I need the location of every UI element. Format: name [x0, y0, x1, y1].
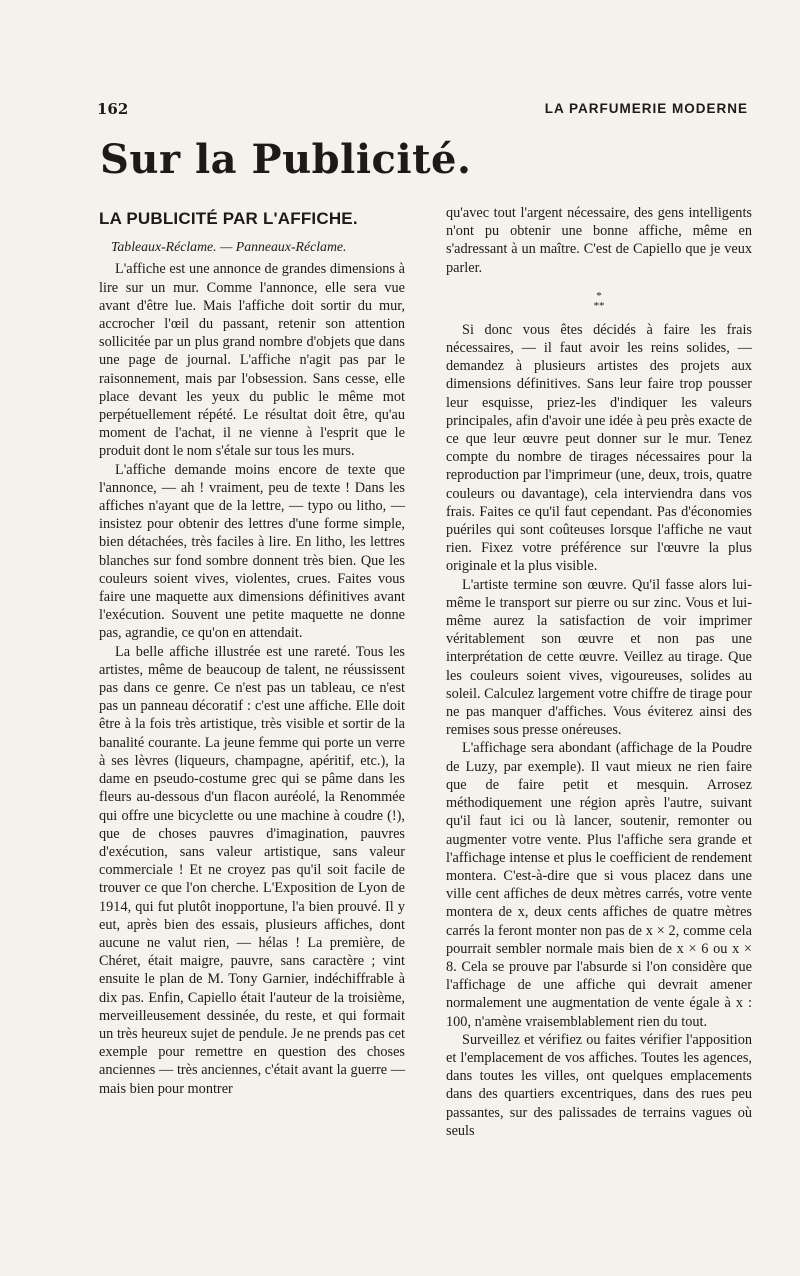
- right-column: [446, 204, 752, 1140]
- paragraph: Si donc vous êtes décidés à faire les frais nécessaires, — il faut avoir les reins solides, — demandez à plusieurs artistes des projets aux dimensions définitives. Sans leur faire trop pousser leur esquisse, priez-les d'indiquer les valeurs principales, afin d'avoir une idée à peu près exacte de ce que leur œuvre peut donner sur le mur. Tenez compte du nombre de tirages nécessaires pour la reproduction par l'imprimeur (une, deux, trois, quatre couleurs ou davantage), cela interviendra dans vos frais. Faites ce qu'il faut cependant. Pas d'économies puériles qui sont coûteuses lorsque l'affiche ne vaut rien. Fixez votre préférence sur l'œuvre la plus originale et la plus visible.: [446, 321, 752, 575]
- paragraph: L'affiche demande moins encore de texte que l'annonce, — ah ! vraiment, peu de texte ! Dans les affiches n'ayant que de la lettre, — typo ou litho, — insistez pour obtenir des lettres d'une forme simple, bien détachées, très faciles à lire. En litho, les lettres blanches sur fond sombre donnent très bien. Que les couleurs soient vives, violentes, crues. Faites vous faire une maquette aux dimensions définitives avant l'exécution. Souvent une petite maquette ne donne pas, agrandie, ce qu'on en attendait.: [99, 461, 405, 642]
- asterism-separator: [446, 291, 752, 311]
- left-column: [99, 204, 405, 1098]
- paragraph: qu'avec tout l'argent nécessaire, des gens intelligents n'ont pu obtenir une bonne affiche, même en s'adressant à un maître. C'est de Capiello que je veux parler.: [446, 205, 752, 276]
- paragraph: L'artiste termine son œuvre. Qu'il fasse alors lui-même le transport sur pierre ou sur zinc. Vous et lui-même aurez la satisfaction de voir imprimer véritablement son œuvre et non pas une interprétation de cette œuvre. Veillez au tirage. Que les couleurs soient vives, vigoureuses, solides au soleil. Calculez largement votre chiffre de tirage pour ne pas manquer d'affiches. Vous éviterez ainsi des remises sous presse onéreuses.: [446, 576, 752, 739]
- asterism-top: *: [596, 289, 602, 302]
- section-subtitle: Tableaux-Réclame. — Panneaux-Réclame.: [111, 239, 347, 255]
- asterism-bottom: **: [593, 299, 605, 312]
- paragraph: Surveillez et vérifiez ou faites vérifier l'apposition et l'emplacement de vos affiches. Toutes les agences, dans toutes les villes, ont quelques emplacements dans des quartiers excentriques, dans des rues peu passantes, sur des palissades de terrains vagues où seuls: [446, 1031, 752, 1139]
- section-heading: LA PUBLICITÉ PAR L'AFFICHE.: [99, 209, 358, 228]
- paragraph: La belle affiche illustrée est une rareté. Tous les artistes, même de beaucoup de talent, ne réussissent pas dans ce genre. Ce n'est pas un tableau, ce n'est pas un panneau décoratif : c'est une affiche. Elle doit être à la fois très artistique, très visible et sortir de la banalité courante. La jeune femme qui porte un verre à ses lèvres (liqueurs, champagne, apéritif, etc.), la dame en pseudo-costume grec qui se pâme dans les fleurs au-dessous d'un flacon auréolé, la Renommée qui offre une bicyclette ou une machine à coudre (!), que de choses pauvres d'imagination, pauvres d'exécution, sans valeur artistique, sans valeur commerciale ! Et ne croyez pas qu'il soit facile de trouver ce que l'on cherche. L'Exposition de Lyon de 1914, qui fut plutôt inopportune, l'a bien prouvé. Il y eut, après bien des essais, plusieurs affiches, dont aucune ne valut rien, — hélas ! La première, de Chéret, était maigre, pauvre, sans caractère ; vint ensuite le plan de M. Tony Garnier, indéchiffrable à dix pas. Enfin, Capiello était l'auteur de la troisième, merveilleusement dessinée, du reste, et qui formait un très heureux sujet de pendule. Je ne prends pas cet exemple pour remettre en question des choses anciennes — très anciennes, c'était avant la guerre — mais bien pour montrer: [99, 643, 405, 1097]
- running-head: LA PARFUMERIE MODERNE: [544, 101, 748, 116]
- page-number: 162: [97, 100, 129, 118]
- article-title: Sur la Publicité.: [100, 136, 472, 183]
- paragraph: L'affichage sera abondant (affichage de la Poudre de Luzy, par exemple). Il vaut mieux ne rien faire que de faire petit et mesquin. Arrosez méthodiquement une région après l'autre, suivant qu'il faut ici ou là lancer, soutenir, remonter ou augmenter votre vente. Plus l'affiche sera grande et l'affichage intense et plus le coefficient de rendement montera. C'est-à-dire que si vous placez dans une ville cent affiches de deux mètres carrés, votre vente montera de x, deux cents affiches de quatre mètres carrés la feront monter non pas de x × 2, comme cela pourrait sembler normale mais bien de x × 6 ou x × 8. Cela se prouve par l'absurde si l'on considère que l'affichage de une affiche qui devrait amener normalement une augmentation de vente égale à x : 100, n'amène vraisemblablement rien du tout.: [446, 740, 752, 1030]
- paragraph: L'affiche est une annonce de grandes dimensions à lire sur un mur. Comme l'annonce, elle sera vue avant d'être lue. Mais l'affiche doit sortir du mur, accrocher l'œil du passant, retenir son attention sollicitée par un plus grand nombre d'objets que dans une page de journal. L'affiche n'agit pas par le raisonnement, mais par l'obsession. Sans cesse, elle place devant les yeux du public le même mot perpétuellement répété. Le résultat doit être, qu'au moment de l'achat, il ne vienne à l'esprit que le produit dont le nom s'étale sur tous les murs.: [99, 261, 405, 460]
